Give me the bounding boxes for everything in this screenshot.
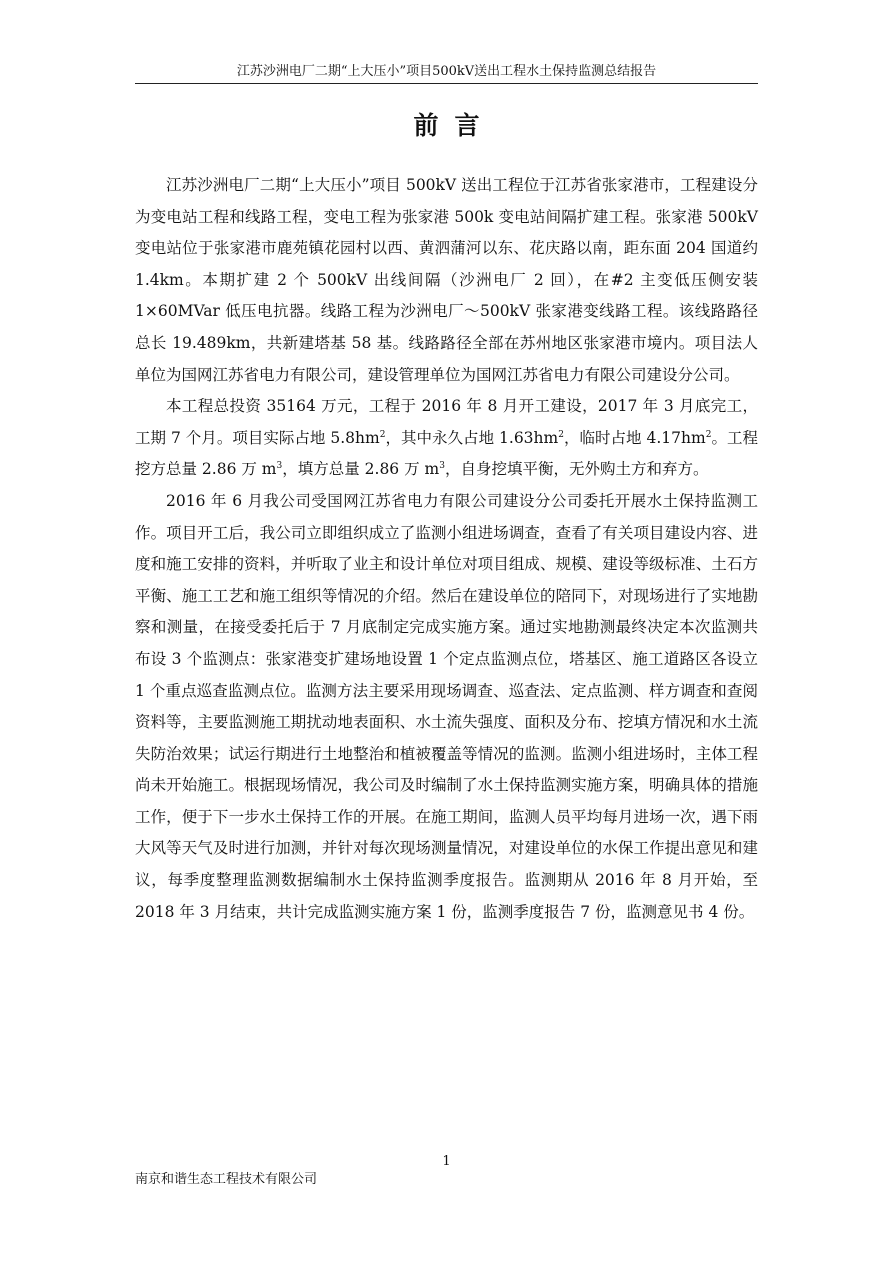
paragraph-project-overview <box>135 170 758 391</box>
footer-company: 南京和谐生态工程技术有限公司 <box>135 1172 318 1187</box>
superscript: 3 <box>439 461 445 472</box>
paragraph-text: ，其中永久占地 1.63hm <box>385 428 559 447</box>
paragraph-text: 。工程挖方总量 2.86 万 m <box>135 428 759 479</box>
superscript: 2 <box>558 429 564 440</box>
paragraph-text: 本工程总投资 35164 万元，工程于 2016 年 8 月开工建设，2017 年 3 月底完工，工期 7 个月。项目实际占地 5.8hm <box>135 397 758 447</box>
paragraph-text: ，临时占地 4.17hm <box>563 428 706 447</box>
superscript: 2 <box>379 429 386 440</box>
header-divider <box>135 83 758 84</box>
paragraph-investment <box>135 391 758 486</box>
superscript: 2 <box>705 429 712 440</box>
page-number: 1 <box>442 1154 451 1169</box>
page-title: 前言 <box>413 111 496 140</box>
superscript: 3 <box>276 461 283 472</box>
body-text <box>135 170 758 928</box>
paragraph-text: ，自身挖填平衡，无外购土方和弃方。 <box>444 460 709 479</box>
paragraph-text: 2016 年 6 月我公司受国网江苏省电力有限公司建设分公司委托开展水土保持监测工作。项目开工后，我公司立即组织成立了监测小组进场调查，查看了有关项目建设内容、进度和施工安排的资料，并听取了业主和设计单位对项目组成、规模、建设等级标准、土石方平衡、施工工艺和施工组织等情况的介绍。然后在建设单位的陪同下，对现场进行了实地勘察和测量，在接受委托后于 7 月底制定完成实施方案。通过实地勘测最终决定本次监测共布设 3 个监测点：张家港变扩建场地设置 1 个定点监测点位，塔基区、施工道路区各设立 1 个重点巡查监测点位。监测方法主要采用现场调查、巡查法、定点监测、样方调查和查阅资料等，主要监测施工期扰动地表面积、水土流失强度、面积及分布、挖填方情况和水土流失防治效果；试运行期进行土地整治和植被覆盖等情况的监测。监测小组进场时，主体工程尚未开始施工。根据现场情况，我公司及时编制了水土保持监测实施方案，明确具体的措施工作，便于下一步水土保持工作的开展。在施工期间，监测人员平均每月进场一次，遇下雨大风等天气及时进行加测，并针对每次现场测量情况，对建设单位的水保工作提出意见和建议，每季度整理监测数据编制水土保持监测季度报告。监测期从 2016 年 8 月开始，至 2018 年 3 月结束，共计完成监测实施方案 1 份，监测季度报告 7 份，监测意见书 4 份。 <box>135 491 758 921</box>
paragraph-text: 江苏沙洲电厂二期“上大压小”项目 500kV 送出工程位于江苏省张家港市，工程建设分为变电站工程和线路工程，变电工程为张家港 500k 变电站间隔扩建工程。张家港 500kV 变电站位于张家港市鹿苑镇花园村以西、黄泗蒲河以东、花庆路以南，距东面 204 国道约 1.4km。本期扩建 2 个 500kV 出线间隔（沙洲电厂 2 回），在#2 主变低压侧安装 1×60MVar 低压电抗器。线路工程为沙洲电厂～500kV 张家港变线路工程。该线路路径总长 19.489km，共新建塔基 58 基。线路路径全部在苏州地区张家港市境内。项目法人单位为国网江苏省电力有限公司，建设管理单位为国网江苏省电力有限公司建设分公司。 <box>135 176 758 384</box>
running-header: 江苏沙洲电厂二期“上大压小”项目500kV送出工程水土保持监测总结报告 <box>236 64 657 79</box>
paragraph-text: ，填方总量 2.86 万 m <box>282 460 440 479</box>
paragraph-monitoring-work <box>135 486 758 928</box>
